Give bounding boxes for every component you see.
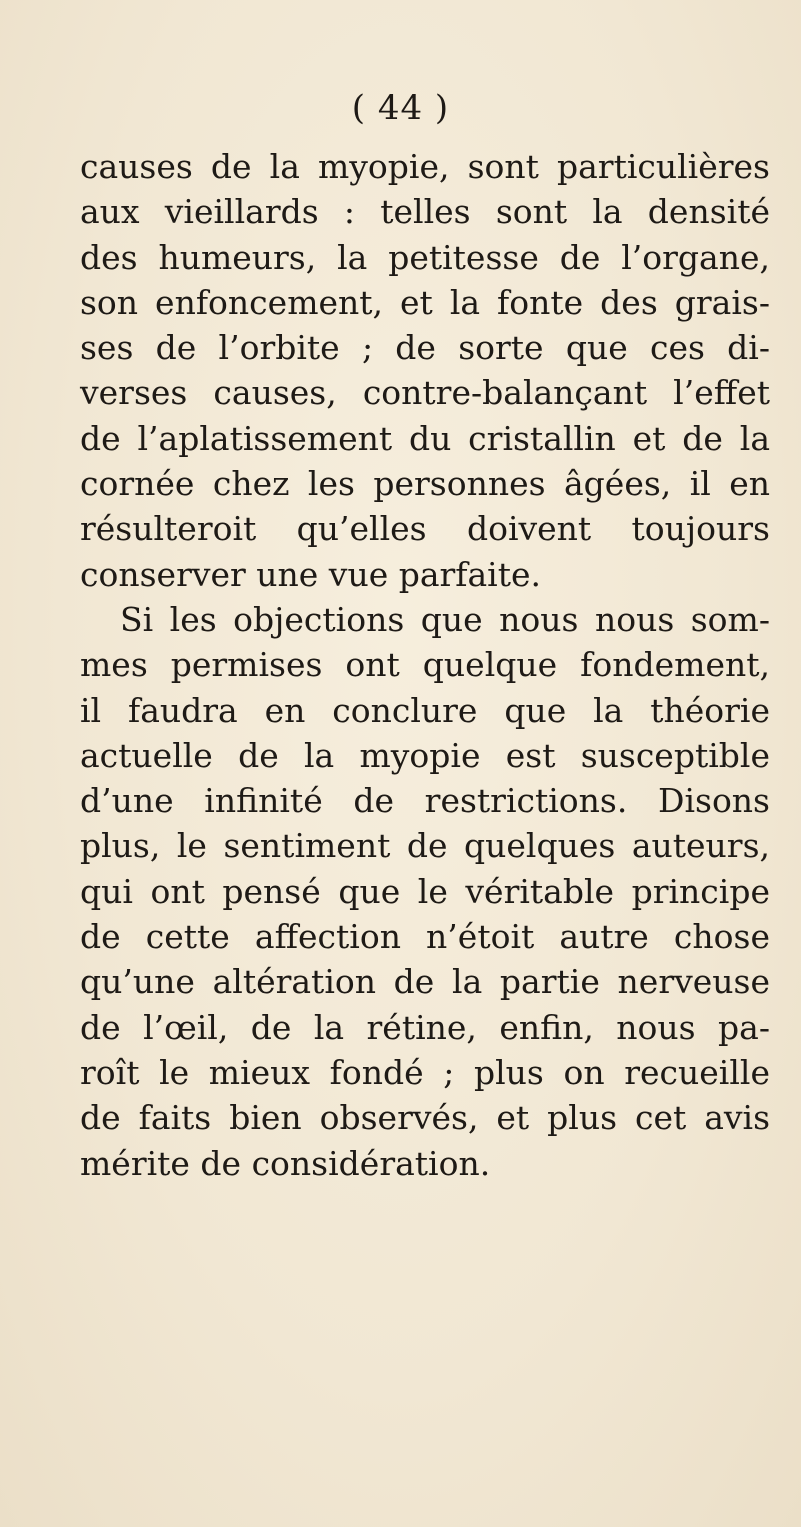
text-line: de faits bien observés, et plus cet avis [80, 1098, 770, 1138]
text-line: plus, le sentiment de quelques auteurs, [80, 826, 770, 866]
text-line: d’une infinité de restrictions. Disons [80, 781, 770, 821]
paragraph-start-line: Si les objections que nous nous som- [120, 599, 770, 639]
text-line: résulteroit qu’elles doivent toujours [80, 509, 770, 549]
body-text [80, 144, 770, 1186]
text-line: il faudra en conclure que la théorie [80, 690, 770, 730]
text-line: des humeurs, la petitesse de l’organe, [80, 237, 770, 277]
text-line: de l’aplatissement du cristallin et de la [80, 418, 770, 458]
text-line: aux vieillards : telles sont la densité [80, 192, 770, 232]
text-line: verses causes, contre-balançant l’effet [80, 373, 770, 413]
page-number: ( 44 ) [351, 88, 450, 128]
text-line: actuelle de la myopie est susceptible [80, 735, 770, 775]
text-line: ses de l’orbite ; de sorte que ces di- [80, 328, 770, 368]
text-line: de cette affection n’étoit autre chose [80, 917, 770, 957]
text-line: qu’une altération de la partie nerveuse [80, 962, 770, 1002]
text-line: de l’œil, de la rétine, enfin, nous pa- [80, 1007, 770, 1047]
paragraph-end-line: conserver une vue parfaite. [80, 554, 542, 594]
text-line: roît le mieux fondé ; plus on recueille [80, 1052, 770, 1092]
text-line: cornée chez les personnes âgées, il en [80, 464, 770, 504]
text-line: causes de la myopie, sont particulières [80, 147, 770, 186]
text-line: mes permises ont quelque fondement, [80, 645, 770, 685]
paragraph-end-line: mérite de considération. [80, 1143, 491, 1183]
text-line: son enfoncement, et la fonte des grais- [80, 282, 770, 322]
text-line: qui ont pensé que le véritable principe [80, 871, 770, 911]
